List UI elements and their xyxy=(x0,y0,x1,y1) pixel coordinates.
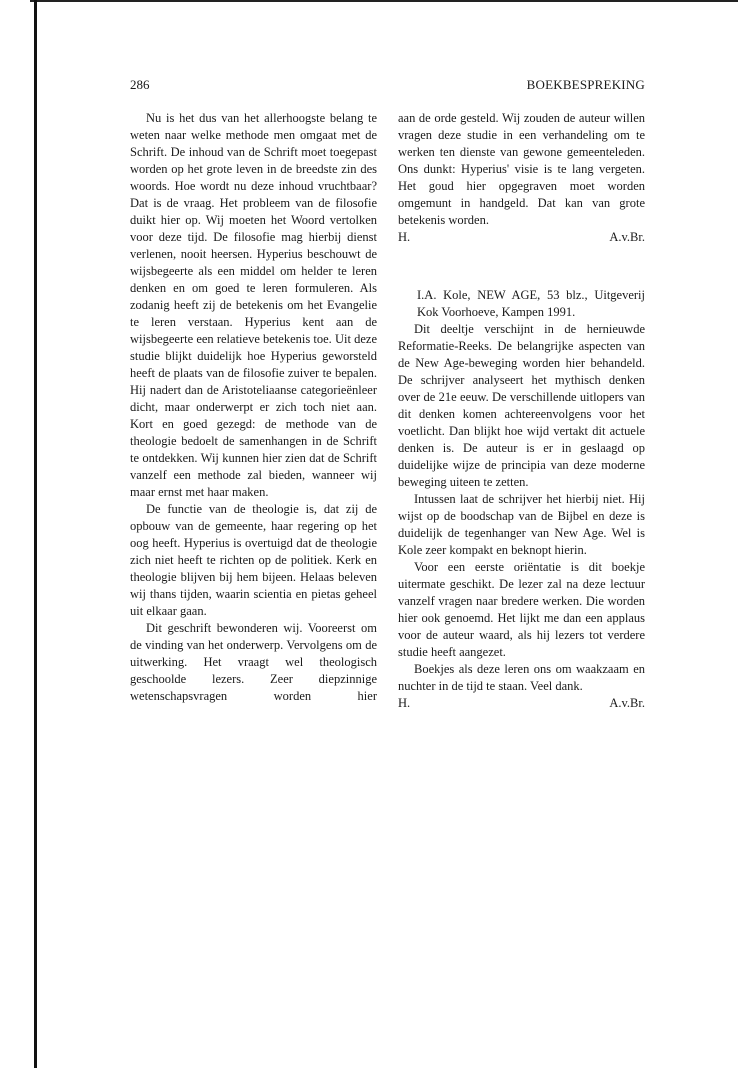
review1-signoff-location: H. xyxy=(398,230,411,244)
scan-border-left xyxy=(34,0,37,1068)
review1-signoff-author: A.v.Br. xyxy=(609,230,645,244)
review2-signoff-author: A.v.Br. xyxy=(609,696,645,710)
review2-book-reference: I.A. Kole, NEW AGE, 53 blz., Uitgeverij Kok Voorhoeve, Kampen 1991. xyxy=(417,288,645,319)
review2-paragraph-3: Voor een eerste oriëntatie is dit boekje uitermate geschikt. De lezer zal na deze lectuur vanzelf vragen naar bredere werken. Die worden hier ook genoemd. Het lijkt me dan een applaus voor de auteur waard, als hij lezers tot verdere studie heeft aangezet. xyxy=(398,560,645,659)
right-column xyxy=(398,110,645,712)
review2-paragraph-4: Boekjes als deze leren ons om waakzaam en nuchter in de tijd te staan. Veel dank. xyxy=(398,662,645,693)
review2-signoff-location: H. xyxy=(398,696,411,710)
review1-paragraph-3: Dit geschrift bewonderen wij. Vooreerst om de vinding van het onderwerp. Vervolgens om de uitwerking. Het vraagt wel theologisch geschoolde lezers. Zeer diepzinnige wetenschapsvragen worden hier xyxy=(130,621,377,703)
running-head: BOEKBESPREKING xyxy=(526,77,645,92)
scan-border-top xyxy=(30,0,738,2)
review1-paragraph-3-continued: aan de orde gesteld. Wij zouden de auteur willen vragen deze studie in een verhandeling om te werken ten dienste van gewone gemeenteleden. Ons dunkt: Hyperius' visie is te lang vergeten. Het goud hier opgegraven moet worden omgemunt in handgeld. Dat kan van grote betekenis worden. xyxy=(398,111,645,227)
review1-paragraph-2: De functie van de theologie is, dat zij de opbouw van de gemeente, haar regering op het oog heeft. Hyperius is overtuigd dat de theologie zich niet heeft te richten op de politiek. Kerk en theologie blijven bij hem bijeen. Helaas beleven wij thans tijden, waarin scientia en pietas geheel uit elkaar gaan. xyxy=(130,502,377,618)
review2-paragraph-1: Dit deeltje verschijnt in de hernieuwde Reformatie-Reeks. De belangrijke aspecten van de New Age-beweging worden hier behandeld. De schrijver analyseert het mythisch denken over de 21e eeuw. De verschillende uitlopers van dit denken komen achtereenvolgens voor het voetlicht. Dan blijkt hoe wijd vertakt dit actuele denken is. De auteur is er in geslaagd op duidelijke wijze de principia van deze moderne beweging uiteen te zetten. xyxy=(398,322,645,489)
left-column xyxy=(130,110,377,705)
review2-paragraph-2: Intussen laat de schrijver het hierbij niet. Hij wijst op de boodschap van de Bijbel en deze is duidelijk de tegenhanger van New Age. Wel is Kole zeer kompakt en beknopt hierin. xyxy=(398,492,645,557)
page-number: 286 xyxy=(130,77,150,92)
review1-paragraph-1: Nu is het dus van het allerhoogste belang te weten naar welke methode men omgaat met de Schrift. De inhoud van de Schrift moet toegepast worden op het grote leven in de breedste zin des woords. Hoe wordt nu deze inhoud vruchtbaar? Dat is de vraag. Het probleem van de filosofie duikt hier op. Wij moeten het Woord vertolken voor deze tijd. De filosofie mag hierbij dienst verlenen, nooit heersen. Hyperius beschouwt de wijsbegeerte als een middel om helder te leren denken en om goed te leren formuleren. Als zodanig heeft zij de betekenis om het Evangelie te leren verstaan. Hyperius kent aan de wijsbegeerte een relatieve betekenis toe. Uit deze studie blijkt duidelijk hoe Hyperius geworsteld heeft de plaats van de filosofie zuiver te bepalen. Hij nadert dan de Aristoteliaanse categorieënleer dicht, maar onderwerpt er zich toch niet aan. Kort en goed gezegd: de methode van de theologie bedoelt de samenhangen in de Schrift te ontdekken. Wij kunnen hier zien dat de Schrift vanzelf een methode zal bieden, wanneer wij maar ernst met haar maken. xyxy=(130,111,377,499)
review2-signoff xyxy=(398,695,645,712)
review1-signoff xyxy=(398,229,645,246)
